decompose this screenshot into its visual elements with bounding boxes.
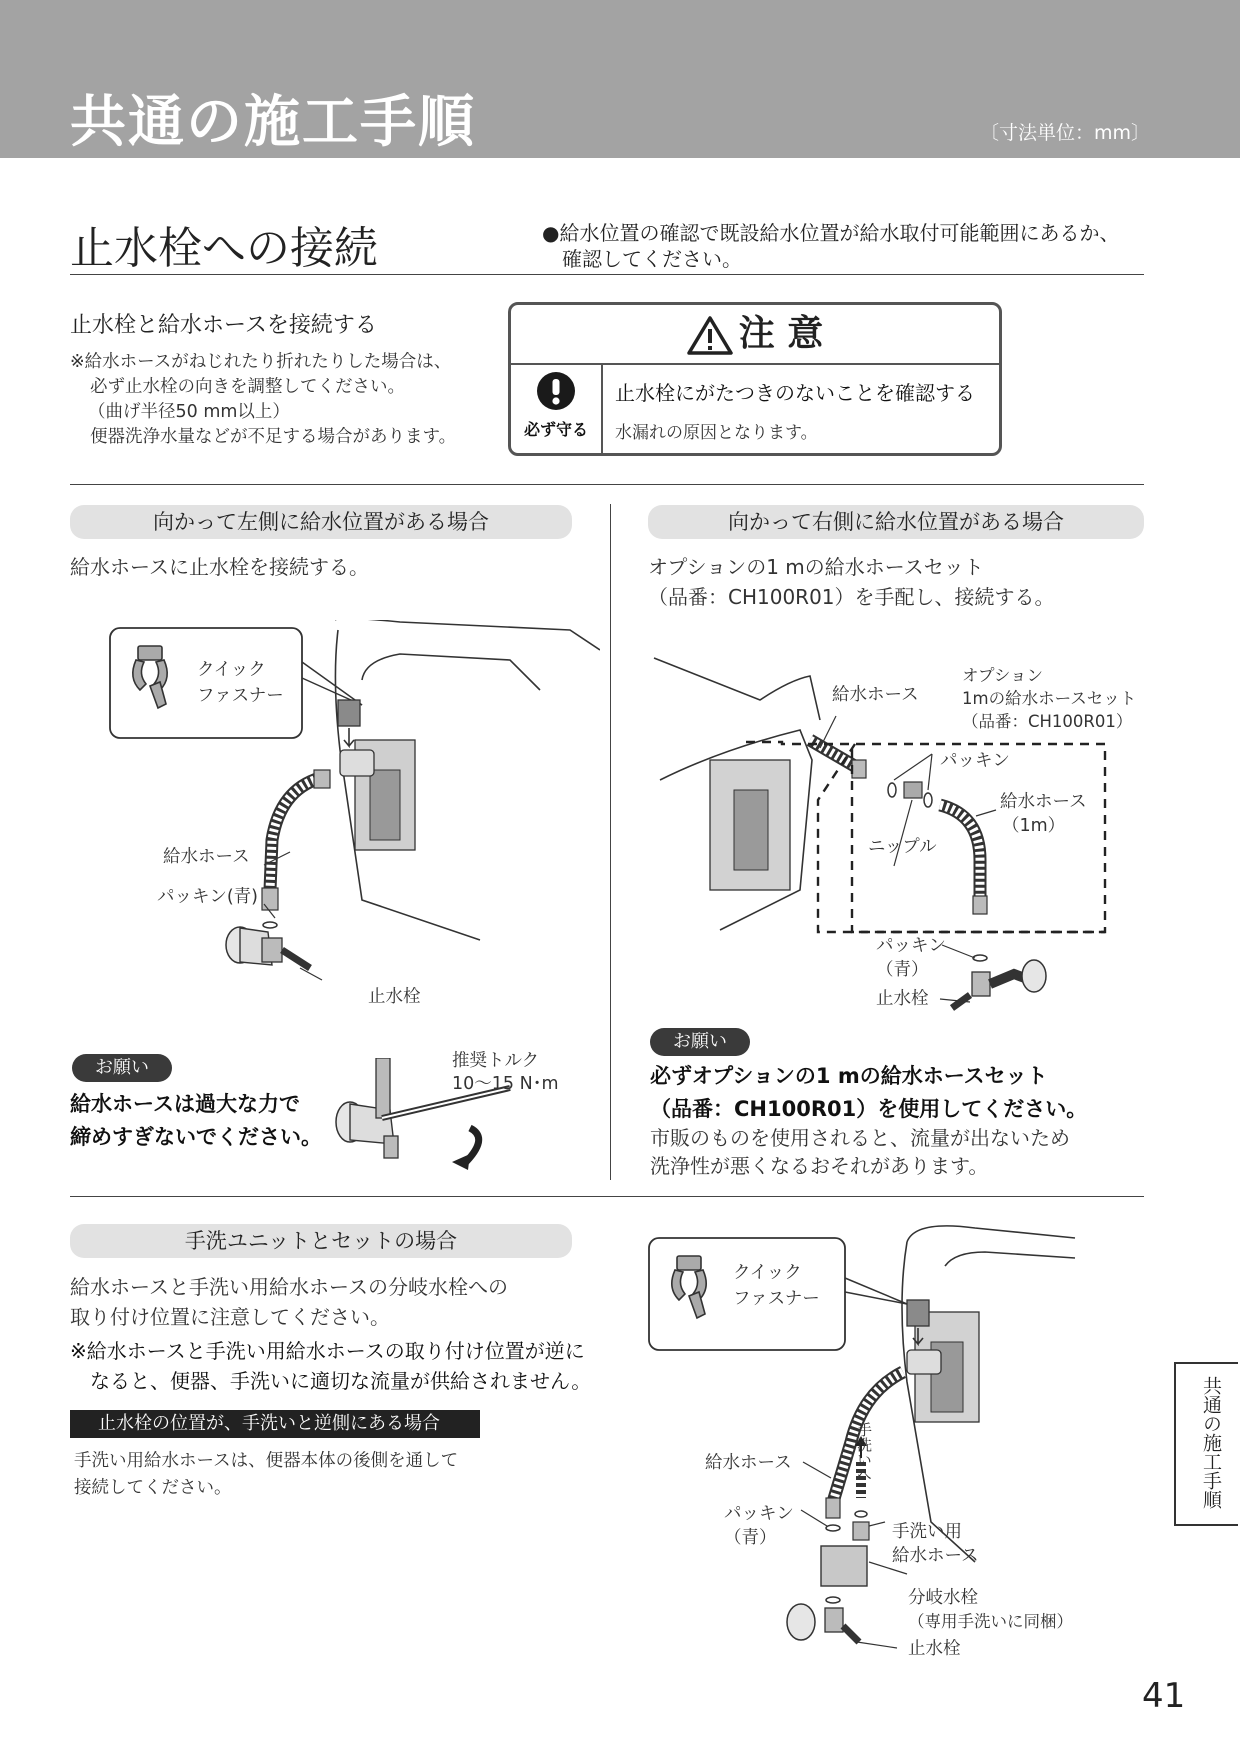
right-request-text [650, 1124, 1070, 1180]
divider-top [70, 484, 1144, 485]
option-line3: （品番：CH100R01） [962, 712, 1133, 731]
left-fastener-label [197, 657, 284, 709]
branch-valve-label [908, 1586, 1073, 1634]
right-case-desc-line1: オプションの1 mの給水ホースセット [648, 555, 984, 579]
right-hose-1m-line2: （1m） [1002, 816, 1066, 836]
right-packing-blue-line2: （青） [876, 960, 929, 980]
connect-note-2: 必ず止水栓の向きを調整してください。 [90, 377, 405, 397]
section-note [542, 220, 1162, 272]
option-label [962, 664, 1136, 733]
right-request-line2: 洗浄性が悪くなるおそれがあります。 [650, 1154, 989, 1178]
wash-packing-label [724, 1502, 794, 1550]
connect-note-4: 便器洗浄水量などが不足する場合があります。 [90, 427, 457, 447]
left-fastener-line1: クイック [197, 660, 266, 680]
left-request-line2: 締めすぎないでください。 [70, 1125, 322, 1149]
reverse-side-banner: 止水栓の位置が、手洗いと逆側にある場合 [70, 1410, 480, 1438]
torque-line1: 推奨トルク [452, 1051, 540, 1071]
right-packing-blue-label [876, 934, 946, 982]
caution-title [511, 305, 999, 365]
right-packing-blue-line1: パッキン [876, 936, 946, 956]
caution-title-text: 注 意 [738, 313, 824, 354]
right-case-desc [648, 552, 1055, 612]
wash-unit-warning [70, 1336, 591, 1396]
wash-unit-note-line2: 接続してください。 [74, 1478, 232, 1498]
wash-supply-hose-label [892, 1520, 979, 1568]
right-request-bold-line1: 必ずオプションの1 mの給水ホースセット [650, 1064, 1048, 1088]
wash-unit-warn-line1: ※給水ホースと手洗い用給水ホースの取り付け位置が逆に [70, 1339, 585, 1363]
warning-triangle-icon [687, 315, 733, 355]
left-valve-label: 止水栓 [368, 987, 421, 1007]
right-hose-1m-line1: 給水ホース [1000, 792, 1087, 812]
right-valve-label: 止水栓 [876, 989, 929, 1009]
section-note-line1: ●給水位置の確認で既設給水位置が給水取付可能範囲にあるか、 [542, 221, 1120, 245]
divider-bottom [70, 1196, 1144, 1197]
exclamation-circle-icon [536, 371, 576, 411]
wash-unit-desc-line2: 取り付け位置に注意してください。 [70, 1305, 390, 1329]
wash-unit-note [74, 1448, 458, 1502]
wash-fastener-line1: クイック [733, 1263, 802, 1283]
left-hose-label: 給水ホース [163, 847, 250, 867]
option-line1: オプション [962, 666, 1044, 685]
wash-fastener-label [733, 1260, 820, 1312]
right-request-bold-line2: （品番：CH100R01）を使用してください。 [650, 1097, 1088, 1121]
left-request-text [70, 1088, 322, 1154]
must-follow-cell [511, 365, 603, 453]
wash-supply-hose-line2: 給水ホース [892, 1546, 979, 1566]
left-case-desc: 給水ホースに止水栓を接続する。 [70, 555, 369, 579]
wash-unit-warn-line2: なると、便器、手洗いに適切な流量が供給されません。 [90, 1369, 592, 1393]
wash-packing-line1: パッキン [724, 1504, 794, 1524]
chapter-side-tab [1174, 1362, 1238, 1526]
connect-notes [70, 350, 500, 450]
option-line2: 1mの給水ホースセット [962, 689, 1137, 708]
wash-supply-hose-line1: 手洗い用 [892, 1522, 962, 1542]
must-follow-label: 必ず守る [523, 420, 588, 439]
caution-main: 止水栓にがたつきのないことを確認する [615, 381, 975, 405]
wash-hose-label: 給水ホース [705, 1453, 792, 1473]
unit-note: 〔寸法単位：mm〕 [980, 122, 1151, 144]
nipple-label: ニップル [868, 837, 937, 857]
right-request-bold [650, 1060, 1087, 1126]
caution-sub: 水漏れの原因となります。 [615, 423, 818, 443]
left-connection-diagram [100, 620, 600, 1020]
wash-packing-line2: （青） [724, 1528, 777, 1548]
wash-unit-desc-line1: 給水ホースと手洗い用給水ホースの分岐水栓への [70, 1275, 508, 1299]
left-request-badge: お願い [72, 1054, 172, 1082]
page-title: 共通の施工手順 [70, 90, 476, 155]
section-title: 止水栓への接続 [70, 223, 378, 274]
wash-unit-desc [70, 1272, 508, 1332]
connect-note-3: （曲げ半径50 mm以上） [88, 402, 290, 422]
right-case-desc-line2: （品番：CH100R01）を手配し、接続する。 [648, 585, 1055, 609]
right-packing-label: パッキン [940, 751, 1010, 771]
torque-label [452, 1050, 559, 1096]
branch-valve-line1: 分岐水栓 [908, 1588, 978, 1608]
caution-box [508, 302, 1002, 456]
wash-fastener-line2: ファスナー [733, 1289, 820, 1309]
torque-line2: 10〜15 N･m [452, 1074, 559, 1094]
right-request-line1: 市販のものを使用されると、流量が出ないため [650, 1126, 1070, 1150]
right-hose-1m-label [1000, 790, 1087, 838]
column-divider [610, 504, 611, 1180]
to-wash-label: 手洗いへ [855, 1422, 873, 1482]
connect-note-1: ※給水ホースがねじれたり折れたりした場合は、 [70, 352, 452, 372]
section-rule [70, 274, 1144, 275]
left-fastener-line2: ファスナー [197, 686, 284, 706]
wash-unit-title: 手洗ユニットとセットの場合 [70, 1224, 572, 1258]
side-tab-text: 共通の施工手順 [1200, 1376, 1222, 1509]
left-case-title: 向かって左側に給水位置がある場合 [70, 505, 572, 539]
section-note-line2: 確認してください。 [562, 247, 742, 271]
right-hose-label: 給水ホース [832, 685, 919, 705]
page-number: 41 [1142, 1676, 1186, 1716]
left-request-line1: 給水ホースは過大な力で [70, 1092, 300, 1116]
connect-heading: 止水栓と給水ホースを接続する [70, 313, 377, 338]
left-packing-label: パッキン(青) [157, 887, 258, 907]
wash-valve-label: 止水栓 [908, 1639, 961, 1659]
right-request-badge: お願い [650, 1028, 750, 1056]
branch-valve-line2: （専用手洗いに同梱） [908, 1612, 1073, 1631]
right-case-title: 向かって右側に給水位置がある場合 [648, 505, 1144, 539]
wash-unit-note-line1: 手洗い用給水ホースは、便器本体の後側を通して [74, 1451, 459, 1471]
